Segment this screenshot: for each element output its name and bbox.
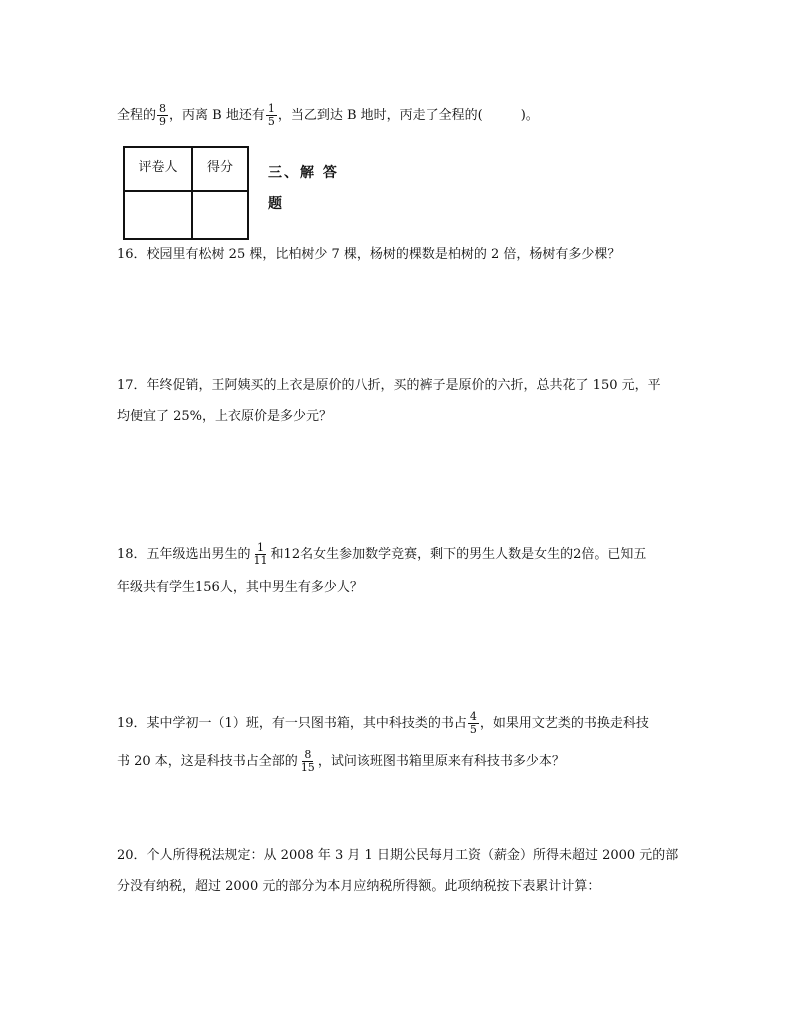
question-16: 16．校园里有松树 25 棵，比柏树少 7 棵，杨树的棵数是柏树的 2 倍，杨树有多少棵？	[117, 247, 621, 262]
q18-fraction	[252, 542, 270, 567]
fraction-denominator: 9	[159, 115, 167, 128]
fraction-numerator: 1	[267, 102, 275, 115]
q15-text-1: 全程的	[117, 108, 157, 123]
q15-fraction-2	[266, 103, 277, 128]
section-title-line2: 题	[268, 196, 284, 212]
section-title-line1: 三、解 答	[268, 165, 339, 181]
score-table	[123, 146, 249, 240]
q15-text-4: )。	[520, 108, 539, 123]
question-18-line2: 年级共有学生156人，其中男生有多少人？	[117, 580, 363, 595]
q19-text-4: ，试问该班图书箱里原来有科技书多少本？	[317, 754, 565, 769]
fraction-numerator: 8	[304, 748, 312, 761]
fraction-denominator: 15	[300, 761, 315, 774]
q19-text-3: 书 20 本，这是科技书占全部的	[117, 754, 298, 769]
fraction-numerator: 1	[257, 541, 265, 554]
q18-text-1: 18．五年级选出男生的	[117, 547, 251, 562]
question-17-line2: 均便宜了 25%，上衣原价是多少元？	[117, 409, 333, 424]
score-table-header-grader: 评卷人	[124, 147, 192, 191]
q15-tail-line	[117, 103, 539, 128]
question-20-line2: 分没有纳税，超过 2000 元的部分为本月应纳税所得额。此项纳税按下表累计计算：	[117, 879, 601, 894]
score-table-cell-grader[interactable]	[124, 191, 192, 239]
q15-text-3: ，当乙到达 B 地时，丙走了全程的(	[277, 108, 483, 123]
q19-fraction-2	[299, 749, 317, 774]
q19-text-1: 19．某中学初一（1）班，有一只图书箱，其中科技类的书占	[117, 716, 467, 731]
q15-text-2: ，丙离 B 地还有	[169, 108, 265, 123]
fraction-denominator: 5	[469, 723, 477, 736]
fraction-numerator: 8	[159, 102, 167, 115]
question-20-line1: 20．个人所得税法规定：从 2008 年 3 月 1 日期公民每月工资（薪金）所得未超过 2000 元的部	[117, 848, 679, 863]
q19-text-2: ，如果用文艺类的书换走科技	[479, 716, 649, 731]
q18-text-2: 和12名女生参加数学竞赛，剩下的男生人数是女生的2倍。已知五	[270, 547, 647, 562]
question-19-line2	[117, 749, 565, 774]
fraction-numerator: 4	[469, 710, 477, 723]
question-18-line1	[117, 542, 646, 567]
fraction-denominator: 5	[267, 115, 275, 128]
score-table-header-score: 得分	[192, 147, 248, 191]
question-17-line1: 17．年终促销，王阿姨买的上衣是原价的八折，买的裤子是原价的六折，总共花了 150 元，平	[117, 378, 661, 393]
question-19-line1	[117, 711, 649, 736]
q19-fraction-1	[468, 711, 479, 736]
score-table-cell-score[interactable]	[192, 191, 248, 239]
q15-fraction-1	[157, 103, 168, 128]
fraction-denominator: 11	[253, 554, 268, 567]
